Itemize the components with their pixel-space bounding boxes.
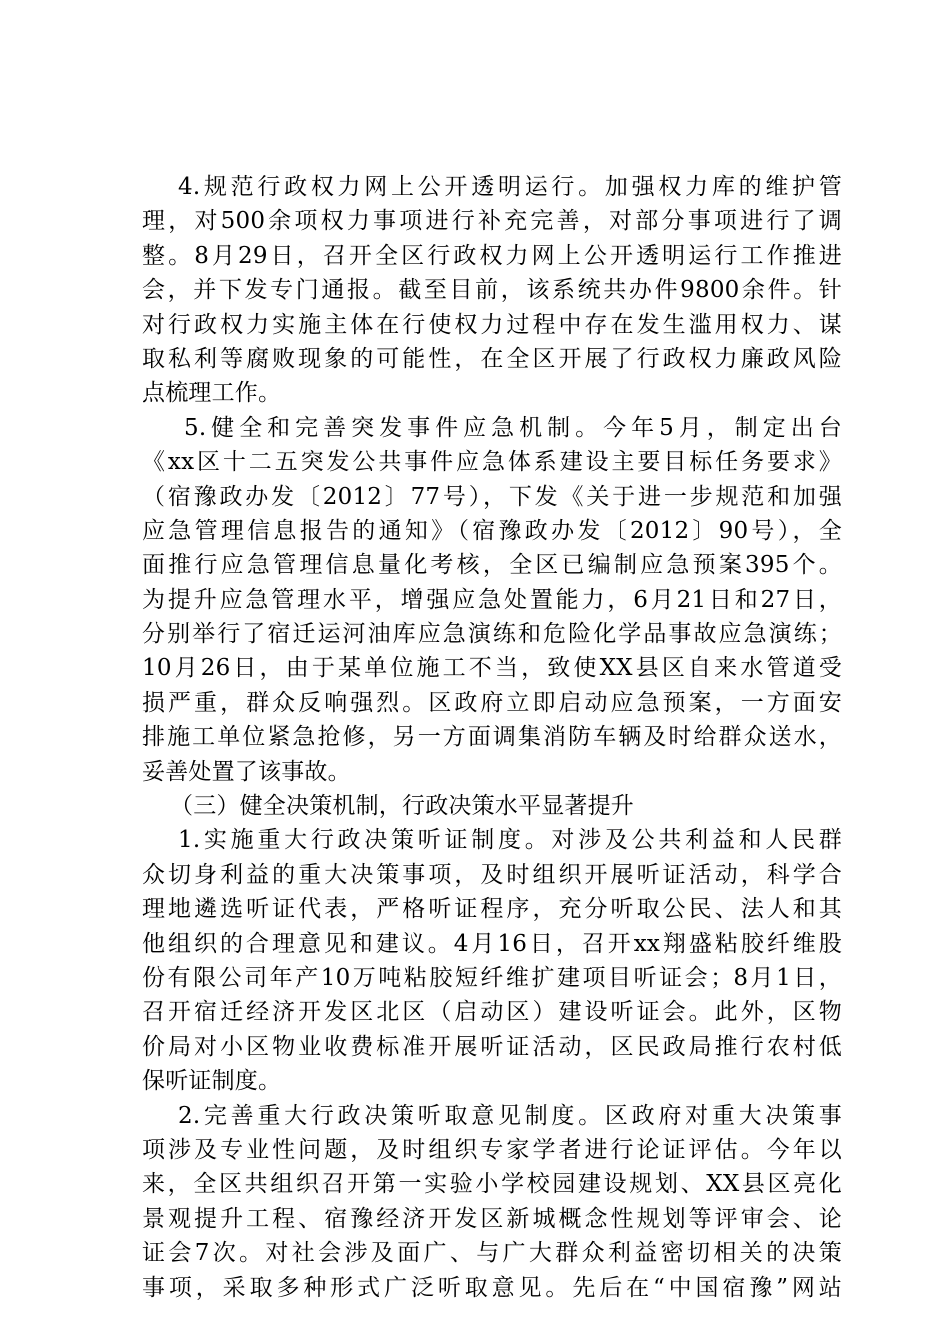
- paragraph-5-line-6: 为提升应急管理水平，增强应急处置能力，6月21日和27日，: [142, 586, 842, 613]
- paragraph-4-line-3: 整。8月29日，召开全区行政权力网上公开透明运行工作推进: [142, 242, 842, 269]
- paragraph-5-line-2: 《xx区十二五突发公共事件应急体系建设主要目标任务要求》: [142, 449, 842, 476]
- paragraph-1-line-7: 价局对小区物业收费标准开展听证活动，区民政局推行农村低: [142, 1033, 842, 1060]
- paragraph-4-line-7: 点梳理工作。: [142, 380, 282, 407]
- paragraph-1-line-4: 他组织的合理意见和建议。4月16日，召开xx翔盛粘胶纤维股: [142, 930, 842, 957]
- paragraph-5-line-5: 面推行应急管理信息量化考核，全区已编制应急预案395个。: [142, 552, 842, 579]
- paragraph-5-line-7: 分别举行了宿迁运河油库应急演练和危险化学品事故应急演练；: [142, 621, 842, 648]
- paragraph-2-line-6: 事项，采取多种形式广泛听取意见。先后在“中国宿豫”网站: [142, 1274, 842, 1301]
- paragraph-5-line-10: 排施工单位紧急抢修，另一方面调集消防车辆及时给群众送水，: [142, 724, 842, 751]
- paragraph-1-line-2: 众切身利益的重大决策事项，及时组织开展听证活动，科学合: [142, 861, 842, 888]
- paragraph-5-line-3: （宿豫政办发〔2012〕77号），下发《关于进一步规范和加强: [142, 483, 842, 510]
- paragraph-5-line-4: 应急管理信息报告的通知》（宿豫政办发〔2012〕90号），全: [142, 517, 842, 544]
- paragraph-4-line-2: 理，对500余项权力事项进行补充完善，对部分事项进行了调: [142, 208, 842, 235]
- paragraph-2-line-4: 景观提升工程、宿豫经济开发区新城概念性规划等评审会、论: [142, 1205, 842, 1232]
- paragraph-2-line-5: 证会7次。对社会涉及面广、与广大群众利益密切相关的决策: [142, 1240, 842, 1267]
- paragraph-1-line-3: 理地遴选听证代表，严格听证程序，充分听取公民、法人和其: [142, 896, 842, 923]
- paragraph-1-line-5: 份有限公司年产10万吨粘胶短纤维扩建项目听证会；8月1日，: [142, 964, 842, 991]
- paragraph-5-line-9: 损严重，群众反响强烈。区政府立即启动应急预案，一方面安: [142, 689, 842, 716]
- paragraph-4-line-4: 会，并下发专门通报。截至目前，该系统共办件9800余件。针: [142, 277, 842, 304]
- paragraph-5-line-1: 5.健全和完善突发事件应急机制。今年5月，制定出台: [184, 414, 842, 441]
- paragraph-5-line-11: 妥善处置了该事故。: [142, 758, 351, 785]
- paragraph-4-line-5: 对行政权力实施主体在行使权力过程中存在发生滥用权力、谋: [142, 311, 842, 338]
- paragraph-2-line-2: 项涉及专业性问题，及时组织专家学者进行论证评估。今年以: [142, 1136, 842, 1163]
- paragraph-2-line-1: 2.完善重大行政决策听取意见制度。区政府对重大决策事: [178, 1102, 842, 1129]
- paragraph-5-line-8: 10月26日，由于某单位施工不当，致使XX县区自来水管道受: [142, 655, 842, 682]
- paragraph-4-line-1: 4.规范行政权力网上公开透明运行。加强权力库的维护管: [178, 174, 842, 200]
- paragraph-1-line-8: 保听证制度。: [142, 1068, 282, 1095]
- paragraph-4-line-6: 取私利等腐败现象的可能性，在全区开展了行政权力廉政风险: [142, 345, 842, 372]
- paragraph-2-line-3: 来，全区共组织召开第一实验小学校园建设规划、XX县区亮化: [142, 1171, 842, 1198]
- paragraph-1-line-6: 召开宿迁经济开发区北区（启动区）建设听证会。此外，区物: [142, 999, 842, 1026]
- document-body: [142, 170, 842, 1305]
- section-heading-3: （三）健全决策机制，行政决策水平显著提升: [170, 793, 634, 820]
- paragraph-1-line-1: 1.实施重大行政决策听证制度。对涉及公共利益和人民群: [178, 827, 842, 854]
